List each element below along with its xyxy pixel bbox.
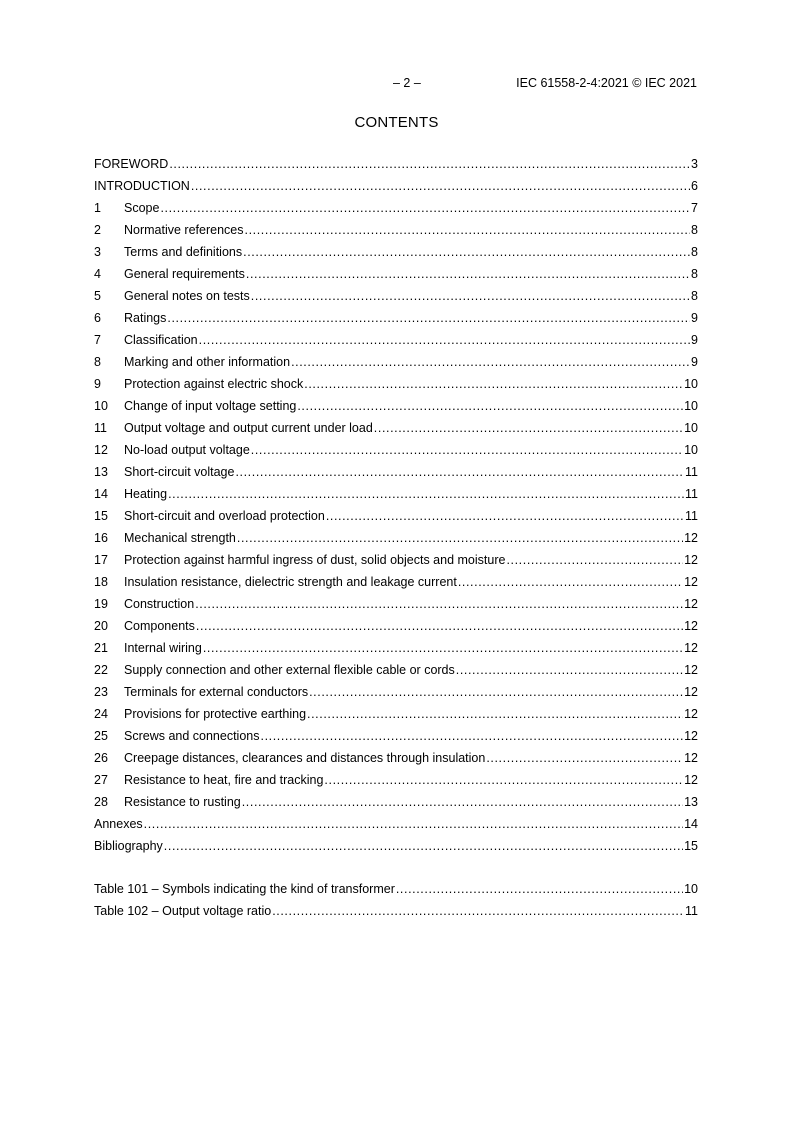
toc-entry-title: Insulation resistance, dielectric strength and leakage current bbox=[124, 575, 457, 589]
toc-entry-number: 2 bbox=[94, 223, 101, 237]
toc-entry-title: Change of input voltage setting bbox=[124, 399, 297, 413]
toc-entry-title: Bibliography bbox=[94, 839, 163, 853]
page-title: CONTENTS bbox=[354, 114, 439, 131]
toc-entry-number: 15 bbox=[94, 509, 108, 523]
dot-leader bbox=[167, 311, 690, 325]
toc-entry-number: 25 bbox=[94, 729, 108, 743]
dot-leader bbox=[309, 685, 683, 699]
toc-entry-page: 8 bbox=[691, 267, 698, 281]
dot-leader bbox=[486, 751, 683, 765]
toc-entry-page: 8 bbox=[691, 245, 698, 259]
toc-entry-number: 11 bbox=[94, 421, 107, 435]
toc-entry-number: 27 bbox=[94, 773, 108, 787]
dot-leader bbox=[235, 465, 684, 479]
dot-leader bbox=[199, 333, 690, 347]
toc-entry-page: 12 bbox=[684, 751, 698, 765]
toc-entry[interactable] bbox=[94, 839, 698, 861]
toc-entry[interactable] bbox=[94, 267, 698, 289]
dot-leader bbox=[324, 773, 683, 787]
dot-leader bbox=[251, 443, 683, 457]
toc-entry[interactable] bbox=[94, 245, 698, 267]
standard-identifier: IEC 61558-2-4:2021 © IEC 2021 bbox=[516, 76, 697, 90]
toc-entry[interactable] bbox=[94, 487, 698, 509]
toc-entry-page: 12 bbox=[684, 773, 698, 787]
toc-entry-page: 9 bbox=[691, 355, 698, 369]
toc-entry-number: 6 bbox=[94, 311, 101, 325]
toc-entry-page: 7 bbox=[691, 201, 698, 215]
dot-leader bbox=[304, 377, 683, 391]
toc-entry-number: 26 bbox=[94, 751, 108, 765]
toc-entry[interactable] bbox=[94, 201, 698, 223]
toc-entry-number: 5 bbox=[94, 289, 101, 303]
dot-leader bbox=[196, 619, 683, 633]
toc-entry-number: 13 bbox=[94, 465, 108, 479]
toc-entry-title: Ratings bbox=[124, 311, 167, 325]
toc-entry-number: 12 bbox=[94, 443, 108, 457]
dot-leader bbox=[291, 355, 690, 369]
dot-leader bbox=[396, 882, 683, 896]
toc-entry-page: 12 bbox=[684, 663, 698, 677]
toc-entry-title: Provisions for protective earthing bbox=[124, 707, 307, 721]
dot-leader bbox=[506, 553, 683, 567]
toc-entry-title: Resistance to heat, fire and tracking bbox=[124, 773, 324, 787]
toc-entry[interactable] bbox=[94, 641, 698, 663]
table-list-entry[interactable] bbox=[94, 904, 698, 926]
toc-entry-page: 8 bbox=[691, 289, 698, 303]
toc-entry-title: Protection against harmful ingress of dust, solid objects and moisture bbox=[124, 553, 506, 567]
toc-entry[interactable] bbox=[94, 179, 698, 201]
toc-entry-page: 9 bbox=[691, 311, 698, 325]
toc-entry-number: 17 bbox=[94, 553, 108, 567]
toc-entry-title: Supply connection and other external flexible cable or cords bbox=[124, 663, 455, 677]
toc-entry-page: 13 bbox=[684, 795, 698, 809]
toc-entry-number: 28 bbox=[94, 795, 108, 809]
dot-leader bbox=[243, 245, 690, 259]
toc-entry-number: 21 bbox=[94, 641, 108, 655]
dot-leader bbox=[251, 289, 690, 303]
table-list-entry-title: Table 102 – Output voltage ratio bbox=[94, 904, 272, 918]
toc-entry-page: 14 bbox=[684, 817, 698, 831]
dot-leader bbox=[164, 839, 683, 853]
dot-leader bbox=[242, 795, 683, 809]
toc-entry-page: 3 bbox=[691, 157, 698, 171]
toc-entry-page: 11 bbox=[685, 487, 698, 501]
toc-entry[interactable] bbox=[94, 399, 698, 421]
toc-entry-page: 10 bbox=[684, 443, 698, 457]
toc-entry-title: INTRODUCTION bbox=[94, 179, 190, 193]
toc-entry-page: 9 bbox=[691, 333, 698, 347]
page-header bbox=[94, 76, 697, 92]
toc-entry[interactable] bbox=[94, 575, 698, 597]
toc-entry-title: Construction bbox=[124, 597, 195, 611]
toc-entry-number: 8 bbox=[94, 355, 101, 369]
toc-entry-title: General requirements bbox=[124, 267, 245, 281]
toc-entry-number: 16 bbox=[94, 531, 108, 545]
toc-entry[interactable] bbox=[94, 223, 698, 245]
toc-entry-title: Screws and connections bbox=[124, 729, 260, 743]
dot-leader bbox=[191, 179, 690, 193]
toc-entry-page: 10 bbox=[684, 377, 698, 391]
toc-entry-title: Components bbox=[124, 619, 195, 633]
toc-entry[interactable] bbox=[94, 509, 698, 531]
toc-entry-number: 18 bbox=[94, 575, 108, 589]
dot-leader bbox=[456, 663, 683, 677]
toc-entry-page: 12 bbox=[684, 685, 698, 699]
toc-entry[interactable] bbox=[94, 817, 698, 839]
dot-leader bbox=[261, 729, 684, 743]
toc-entry-title: Terms and definitions bbox=[124, 245, 243, 259]
toc-entry-page: 12 bbox=[684, 619, 698, 633]
table-list-entry-page: 10 bbox=[684, 882, 698, 896]
table-list-entry-page: 11 bbox=[685, 904, 698, 918]
toc-entry[interactable] bbox=[94, 443, 698, 465]
toc-entry-title: Resistance to rusting bbox=[124, 795, 241, 809]
toc-entry-page: 6 bbox=[691, 179, 698, 193]
page-number: – 2 – bbox=[393, 76, 421, 90]
toc-entry-title: Terminals for external conductors bbox=[124, 685, 309, 699]
toc-entry-title: Output voltage and output current under load bbox=[124, 421, 373, 435]
toc-entry[interactable] bbox=[94, 795, 698, 817]
toc-entry-title: Marking and other information bbox=[124, 355, 291, 369]
dot-leader bbox=[458, 575, 683, 589]
toc-entry[interactable] bbox=[94, 355, 698, 377]
toc-entry[interactable] bbox=[94, 377, 698, 399]
toc-entry-number: 1 bbox=[94, 201, 101, 215]
dot-leader bbox=[160, 201, 690, 215]
toc-entry-title: Scope bbox=[124, 201, 160, 215]
toc-entry[interactable] bbox=[94, 619, 698, 641]
toc-entry[interactable] bbox=[94, 157, 698, 179]
toc-entry[interactable] bbox=[94, 707, 698, 729]
dot-leader bbox=[203, 641, 683, 655]
toc-entry-number: 22 bbox=[94, 663, 108, 677]
table-list-entry-title: Table 101 – Symbols indicating the kind of transformer bbox=[94, 882, 395, 896]
toc-entry-number: 14 bbox=[94, 487, 108, 501]
table-of-contents bbox=[94, 157, 698, 861]
toc-entry[interactable] bbox=[94, 333, 698, 355]
toc-entry-number: 10 bbox=[94, 399, 108, 413]
toc-entry[interactable] bbox=[94, 773, 698, 795]
toc-entry-page: 11 bbox=[685, 509, 698, 523]
list-of-tables bbox=[94, 882, 698, 926]
toc-entry-page: 12 bbox=[684, 707, 698, 721]
dot-leader bbox=[297, 399, 683, 413]
toc-entry-title: Classification bbox=[124, 333, 198, 347]
toc-entry[interactable] bbox=[94, 421, 698, 443]
toc-entry-title: Mechanical strength bbox=[124, 531, 236, 545]
toc-entry-title: Normative references bbox=[124, 223, 244, 237]
toc-entry-number: 23 bbox=[94, 685, 108, 699]
toc-entry-title: No-load output voltage bbox=[124, 443, 250, 457]
toc-entry-page: 12 bbox=[684, 575, 698, 589]
toc-entry-title: Heating bbox=[124, 487, 168, 501]
toc-entry-page: 8 bbox=[691, 223, 698, 237]
toc-entry-number: 3 bbox=[94, 245, 101, 259]
toc-entry[interactable] bbox=[94, 311, 698, 333]
table-list-entry[interactable] bbox=[94, 882, 698, 904]
toc-entry[interactable] bbox=[94, 663, 698, 685]
toc-entry-title: Short-circuit voltage bbox=[124, 465, 235, 479]
toc-entry-page: 10 bbox=[684, 421, 698, 435]
dot-leader bbox=[245, 223, 691, 237]
toc-entry-number: 20 bbox=[94, 619, 108, 633]
toc-entry[interactable] bbox=[94, 553, 698, 575]
toc-entry[interactable] bbox=[94, 597, 698, 619]
dot-leader bbox=[272, 904, 684, 918]
toc-entry-title: Short-circuit and overload protection bbox=[124, 509, 325, 523]
toc-entry[interactable] bbox=[94, 751, 698, 773]
toc-entry-number: 7 bbox=[94, 333, 101, 347]
toc-entry-number: 24 bbox=[94, 707, 108, 721]
toc-entry-title: Annexes bbox=[94, 817, 143, 831]
toc-entry-page: 12 bbox=[684, 531, 698, 545]
dot-leader bbox=[195, 597, 683, 611]
toc-entry-number: 4 bbox=[94, 267, 101, 281]
toc-entry-page: 15 bbox=[684, 839, 698, 853]
toc-entry-page: 12 bbox=[684, 729, 698, 743]
toc-entry[interactable] bbox=[94, 729, 698, 751]
dot-leader bbox=[307, 707, 683, 721]
toc-entry-title: FOREWORD bbox=[94, 157, 169, 171]
toc-entry-number: 19 bbox=[94, 597, 108, 611]
toc-entry-title: General notes on tests bbox=[124, 289, 250, 303]
toc-entry-title: Internal wiring bbox=[124, 641, 202, 655]
dot-leader bbox=[168, 487, 684, 501]
toc-entry[interactable] bbox=[94, 465, 698, 487]
dot-leader bbox=[237, 531, 683, 545]
toc-entry-page: 12 bbox=[684, 553, 698, 567]
dot-leader bbox=[326, 509, 684, 523]
toc-entry-title: Creepage distances, clearances and distances through insulation bbox=[124, 751, 486, 765]
toc-entry[interactable] bbox=[94, 531, 698, 553]
toc-entry[interactable] bbox=[94, 685, 698, 707]
toc-entry-page: 11 bbox=[685, 465, 698, 479]
dot-leader bbox=[374, 421, 683, 435]
dot-leader bbox=[144, 817, 683, 831]
dot-leader bbox=[169, 157, 690, 171]
toc-entry-title: Protection against electric shock bbox=[124, 377, 304, 391]
dot-leader bbox=[246, 267, 690, 281]
toc-entry-number: 9 bbox=[94, 377, 101, 391]
toc-entry-page: 12 bbox=[684, 597, 698, 611]
toc-entry-page: 10 bbox=[684, 399, 698, 413]
toc-entry[interactable] bbox=[94, 289, 698, 311]
toc-entry-page: 12 bbox=[684, 641, 698, 655]
